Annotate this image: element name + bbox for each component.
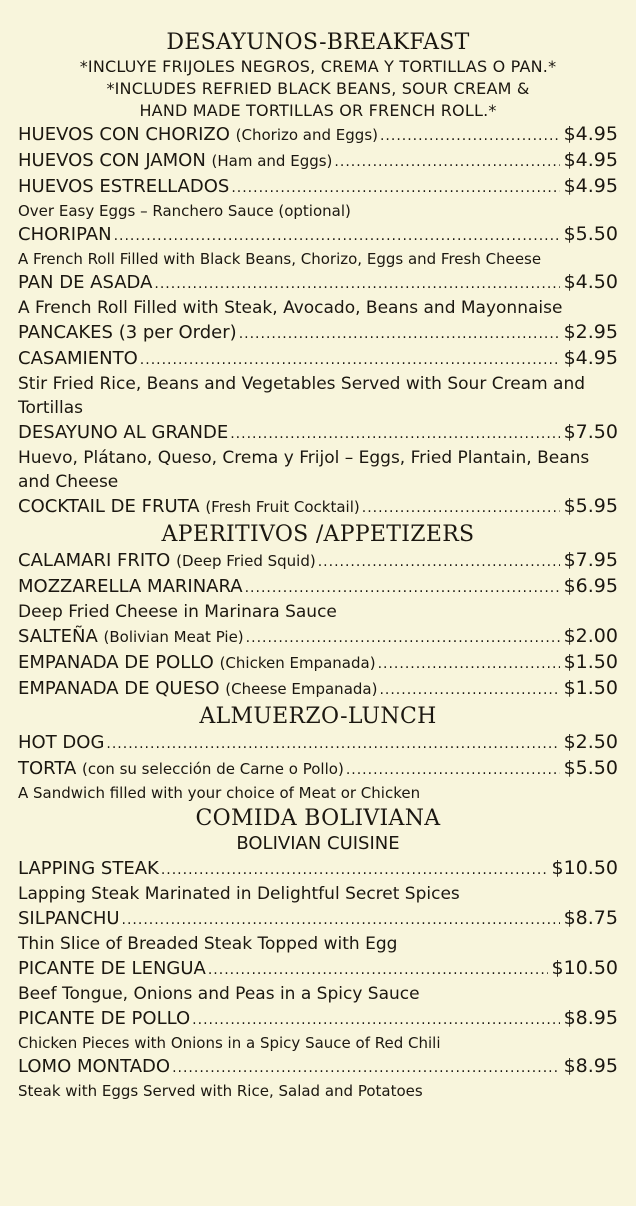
dot-leader — [378, 652, 560, 676]
menu-item — [18, 320, 618, 346]
menu-item — [18, 270, 618, 296]
item-parenthetical: (Chicken Empanada) — [219, 654, 376, 672]
item-name — [18, 677, 377, 701]
item-price: $8.95 — [563, 1055, 618, 1077]
dot-leader — [230, 422, 559, 446]
item-name — [18, 495, 360, 519]
menu-item — [18, 148, 618, 174]
menu-section — [18, 30, 618, 520]
section-title: APERITIVOS /APPETIZERS — [161, 522, 475, 547]
item-parenthetical: (Chorizo and Eggs) — [235, 126, 378, 144]
item-description: A Sandwich filled with your choice of Meat or Chicken — [18, 784, 421, 802]
menu-page — [0, 28, 636, 1102]
item-name — [18, 575, 243, 599]
item-price: $1.50 — [563, 651, 618, 673]
item-name-text: HUEVOS CON CHORIZO — [18, 124, 230, 145]
item-price: $1.50 — [563, 677, 618, 699]
item-name-text: TORTA — [18, 758, 77, 779]
item-name-text: EMPANADA DE QUESO — [18, 678, 220, 699]
item-description: Thin Slice of Breaded Steak Topped with Egg — [18, 934, 398, 954]
item-description: Stir Fried Rice, Beans and Vegetables Served with Sour Cream and Tortillas — [18, 374, 586, 418]
item-price: $5.50 — [563, 757, 618, 779]
item-name-text: EMPANADA DE POLLO — [18, 652, 214, 673]
menu-item — [18, 624, 618, 650]
item-price: $7.50 — [563, 421, 618, 443]
item-price: $2.95 — [563, 321, 618, 343]
menu-item — [18, 856, 618, 882]
item-name — [18, 1055, 170, 1079]
menu-section — [18, 704, 618, 804]
item-description: Steak with Eggs Served with Rice, Salad and Potatoes — [18, 1082, 423, 1100]
menu-section — [18, 522, 618, 702]
menu-item — [18, 956, 618, 982]
item-price: $4.95 — [563, 347, 618, 369]
item-parenthetical: (Ham and Eggs) — [211, 152, 333, 170]
section-title: DESAYUNOS-BREAKFAST — [166, 30, 470, 55]
item-name — [18, 149, 332, 173]
menu-item — [18, 122, 618, 148]
item-name — [18, 757, 344, 781]
item-description: Beef Tongue, Onions and Peas in a Spicy Sauce — [18, 984, 420, 1004]
item-name-text: MOZZARELLA MARINARA — [18, 576, 243, 597]
item-name-text: CALAMARI FRITO — [18, 550, 171, 571]
dot-leader — [346, 758, 560, 782]
item-price: $2.00 — [563, 625, 618, 647]
menu-item — [18, 346, 618, 372]
item-name — [18, 347, 138, 371]
item-price: $5.50 — [563, 223, 618, 245]
menu-item — [18, 420, 618, 446]
dot-leader — [106, 732, 559, 756]
item-price: $5.95 — [563, 495, 618, 517]
item-price: $4.95 — [563, 123, 618, 145]
item-description: Deep Fried Cheese in Marinara Sauce — [18, 602, 337, 622]
item-description: A French Roll Filled with Steak, Avocado, Beans and Mayonnaise — [18, 298, 563, 318]
item-name-text: PAN DE ASADA — [18, 272, 153, 293]
menu-item — [18, 650, 618, 676]
dot-leader — [245, 576, 560, 600]
item-name-text: LOMO MONTADO — [18, 1056, 171, 1077]
dot-leader — [192, 1008, 559, 1032]
dot-leader — [246, 626, 560, 650]
dot-leader — [154, 272, 559, 296]
item-name-text: PICANTE DE POLLO — [18, 1008, 191, 1029]
item-price: $10.50 — [551, 857, 618, 879]
item-name — [18, 175, 229, 199]
dot-leader — [239, 322, 560, 346]
dot-leader — [334, 150, 559, 174]
item-name — [18, 223, 112, 247]
section-note: *INCLUYE FRIJOLES NEGROS, CREMA Y TORTILLAS O PAN.* — [79, 57, 557, 76]
item-parenthetical: (Deep Fried Squid) — [176, 552, 316, 570]
item-description: Over Easy Eggs – Ranchero Sauce (optional) — [18, 202, 351, 220]
item-description: Chicken Pieces with Onions in a Spicy Sauce of Red Chili — [18, 1034, 441, 1052]
item-name — [18, 321, 237, 345]
menu-item — [18, 756, 618, 782]
dot-leader — [379, 678, 559, 702]
item-name-text: HOT DOG — [18, 732, 105, 753]
item-price: $4.50 — [563, 271, 618, 293]
item-name — [18, 1007, 190, 1031]
item-name-text: CHORIPAN — [18, 224, 112, 245]
item-description: Huevo, Plátano, Queso, Crema y Frijol – Eggs, Fried Plantain, Beans and Cheese — [18, 448, 590, 492]
item-name — [18, 271, 152, 295]
item-description: Lapping Steak Marinated in Delightful Secret Spices — [18, 884, 460, 904]
dot-leader — [208, 958, 548, 982]
menu-item — [18, 906, 618, 932]
section-note: *INCLUDES REFRIED BLACK BEANS, SOUR CREAM & — [106, 79, 530, 98]
item-name-text: SALTEÑA — [18, 626, 98, 647]
dot-leader — [161, 858, 548, 882]
item-name-text: PANCAKES (3 per Order) — [18, 322, 237, 343]
menu-item — [18, 548, 618, 574]
item-name-text: HUEVOS CON JAMON — [18, 150, 206, 171]
menu-item — [18, 730, 618, 756]
dot-leader — [172, 1056, 560, 1080]
menu-item — [18, 174, 618, 200]
item-price: $4.95 — [563, 175, 618, 197]
dot-leader — [231, 176, 559, 200]
item-description: A French Roll Filled with Black Beans, Chorizo, Eggs and Fresh Cheese — [18, 250, 542, 268]
item-parenthetical: (Fresh Fruit Cocktail) — [205, 498, 360, 516]
item-parenthetical: (Cheese Empanada) — [225, 680, 378, 698]
section-note: HAND MADE TORTILLAS OR FRENCH ROLL.* — [139, 101, 497, 120]
item-name — [18, 421, 228, 445]
item-name-text: COCKTAIL DE FRUTA — [18, 496, 200, 517]
dot-leader — [140, 348, 560, 372]
item-price: $10.50 — [551, 957, 618, 979]
menu-item — [18, 574, 618, 600]
item-name — [18, 625, 244, 649]
item-name-text: PICANTE DE LENGUA — [18, 958, 206, 979]
dot-leader — [380, 124, 560, 148]
dot-leader — [318, 550, 560, 574]
item-price: $6.95 — [563, 575, 618, 597]
menu-item — [18, 1006, 618, 1032]
item-name-text: CASAMIENTO — [18, 348, 138, 369]
dot-leader — [122, 908, 560, 932]
menu-item — [18, 676, 618, 702]
dot-leader — [362, 496, 560, 520]
item-name — [18, 731, 104, 755]
item-name-text: HUEVOS ESTRELLADOS — [18, 176, 230, 197]
menu-item — [18, 222, 618, 248]
item-name — [18, 957, 206, 981]
item-price: $4.95 — [563, 149, 618, 171]
item-price: $7.95 — [563, 549, 618, 571]
menu-item — [18, 1054, 618, 1080]
menu-item — [18, 494, 618, 520]
section-subtitle: BOLIVIAN CUISINE — [236, 833, 400, 854]
dot-leader — [114, 224, 560, 248]
item-parenthetical: (con su selección de Carne o Pollo) — [82, 760, 344, 778]
item-name — [18, 907, 120, 931]
item-name-text: LAPPING STEAK — [18, 858, 159, 879]
item-name-text: SILPANCHU — [18, 908, 120, 929]
item-name-text: DESAYUNO AL GRANDE — [18, 422, 229, 443]
item-name — [18, 549, 316, 573]
menu-section — [18, 806, 618, 1102]
item-name — [18, 651, 376, 675]
section-title: COMIDA BOLIVIANA — [195, 806, 441, 831]
item-price: $8.75 — [563, 907, 618, 929]
item-parenthetical: (Bolivian Meat Pie) — [103, 628, 244, 646]
item-price: $8.95 — [563, 1007, 618, 1029]
section-title: ALMUERZO-LUNCH — [199, 704, 437, 729]
item-name — [18, 123, 378, 147]
item-price: $2.50 — [563, 731, 618, 753]
item-name — [18, 857, 159, 881]
